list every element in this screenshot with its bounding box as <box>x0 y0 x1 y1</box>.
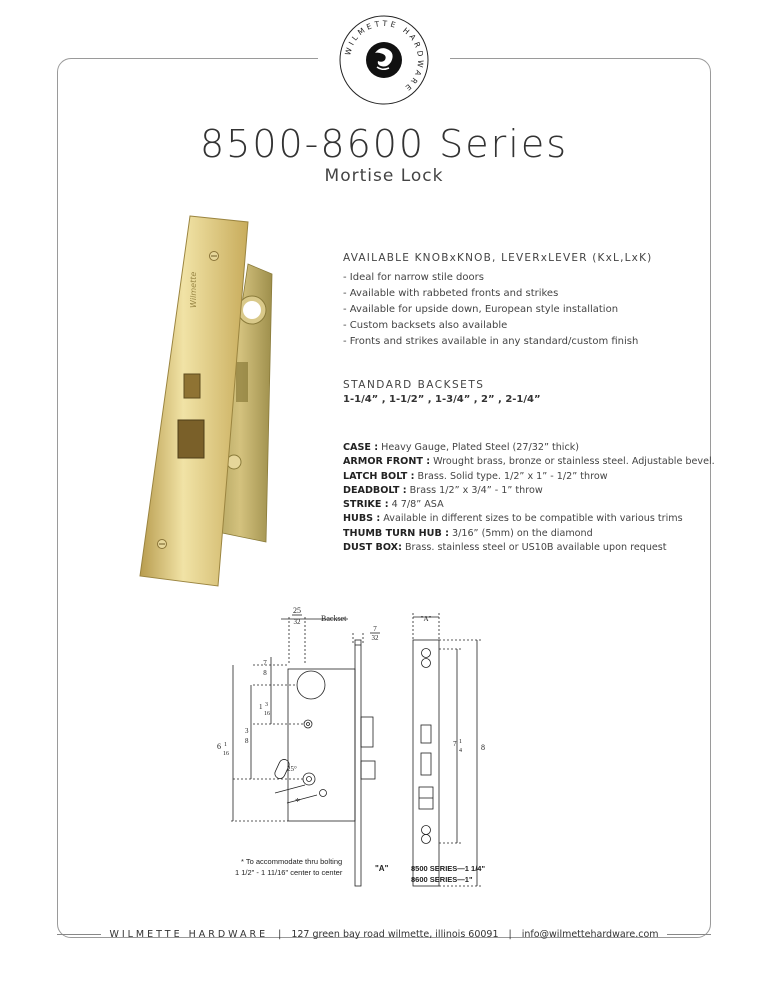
technical-drawing <box>213 603 543 893</box>
dim-7-1-4-whole: 7 <box>453 740 457 748</box>
specs-section <box>343 441 723 555</box>
footer-address: 127 green bay road wilmette, illinois 60091 <box>291 929 499 940</box>
series-8500: 8500 SERIES—1 1/4" <box>411 864 486 873</box>
backsets-section <box>343 379 723 405</box>
dim-7-1-4-den: 4 <box>459 748 462 754</box>
dim-7-8-den: 8 <box>263 669 267 677</box>
page-subtitle: Mortise Lock <box>324 166 444 186</box>
series-8600: 8600 SERIES—1" <box>411 875 473 884</box>
list-item: - Custom backsets also available <box>343 320 508 331</box>
spec-value: Heavy Gauge, Plated Steel (27/32” thick) <box>378 442 580 453</box>
note-line-1: * To accommodate thru bolting <box>241 857 343 866</box>
spec-value: 3/16” (5mm) on the diamond <box>448 527 593 539</box>
dim-1-3-16-num: 3 <box>265 702 268 708</box>
dim-1-3-16-den: 16 <box>264 711 270 717</box>
note-line-2: 1 1/2" - 1 11/16" center to center <box>235 868 343 877</box>
backset-label: Backset <box>321 614 347 623</box>
footer-separator: | <box>508 929 512 940</box>
dim-8: 8 <box>481 743 485 752</box>
spec-value: Brass. Solid type. 1/2” x 1” - 1/2” throw <box>414 470 608 482</box>
dim-7-num: 7 <box>373 625 377 633</box>
brand-logo <box>337 13 431 107</box>
spec-value: Brass. stainless steel or US10B available upon request <box>401 542 667 554</box>
logo-text: WILMETTE HARDWARE <box>343 18 426 95</box>
spec-value: Brass 1/2” x 3/4” - 1” throw <box>406 484 543 496</box>
spec-case <box>343 441 723 455</box>
svg-text:Wilmette: Wilmette <box>189 271 198 308</box>
spec-deadbolt <box>343 484 723 498</box>
spec-dust-box <box>343 541 723 555</box>
footer-email[interactable]: info@wilmettehardware.com <box>521 929 659 940</box>
dim-3-8-num: 3 <box>245 727 249 735</box>
dim-3-8-den: 8 <box>245 737 249 745</box>
dim-32-den: 32 <box>293 618 301 626</box>
dim-7-8-num: 7 <box>263 659 267 667</box>
dim-a-top: "A" <box>420 615 432 623</box>
list-item: - Ideal for narrow stile doors <box>343 272 484 283</box>
spec-thumb-turn-hub <box>343 527 723 541</box>
availability-heading: AVAILABLE KNOBxKNOB, LEVERxLEVER (KxL,LxK) <box>343 252 653 264</box>
spec-label: LATCH BOLT : <box>343 470 415 482</box>
list-item: - Available with rabbeted fronts and strikes <box>343 288 559 299</box>
list-item: - Fronts and strikes available in any standard/custom finish <box>343 336 639 347</box>
spec-label: DEADBOLT : <box>343 484 407 496</box>
spec-label: HUBS : <box>343 513 381 525</box>
dim-32-den-2: 32 <box>371 634 379 642</box>
spec-label: STRIKE : <box>343 499 389 511</box>
asterisk-label: * <box>295 797 300 808</box>
footer-rule-right <box>667 934 711 935</box>
lock-front-view <box>413 640 439 886</box>
footer <box>0 929 768 940</box>
spec-label: DUST BOX: <box>343 542 402 554</box>
spec-label: ARMOR FRONT : <box>343 456 431 468</box>
footer-brand: WILMETTE HARDWARE <box>109 929 269 940</box>
dim-6-num: 1 <box>224 742 227 748</box>
backsets-values: 1-1/4” , 1-1/2” , 1-3/4” , 2” , 2-1/4” <box>343 394 541 405</box>
list-item: - Available for upside down, European style installation <box>343 304 619 315</box>
dim-7-1-4-num: 1 <box>459 739 462 745</box>
footer-separator: | <box>278 929 282 940</box>
label-a: "A" <box>375 864 389 873</box>
spec-value: Wrought brass, bronze or stainless steel. Adjustable bevel. <box>430 456 715 468</box>
spec-label: CASE : <box>343 442 379 453</box>
spec-value: Available in different sizes to be compatible with various trims <box>380 513 683 525</box>
lock-front-plate <box>355 640 361 886</box>
page-title: 8500-8600 Series <box>199 122 569 166</box>
backsets-heading: STANDARD BACKSETS <box>343 379 485 391</box>
dim-6-den: 16 <box>223 751 229 757</box>
spec-strike <box>343 498 723 512</box>
mortise-lock-photo <box>138 212 278 592</box>
dim-25-num: 25 <box>293 606 301 615</box>
spec-label: THUMB TURN HUB : <box>343 527 449 539</box>
lion-crest-icon <box>366 42 402 78</box>
availability-section <box>343 252 723 350</box>
spec-armor-front <box>343 455 723 469</box>
footer-rule-left <box>57 934 101 935</box>
availability-list <box>343 270 723 350</box>
angle-label: 25° <box>287 765 297 773</box>
spec-value: 4 7/8” ASA <box>388 499 444 511</box>
spec-hubs <box>343 512 723 526</box>
dim-1-3-16-whole: 1 <box>259 703 263 711</box>
hub-hole <box>297 671 325 699</box>
dim-6-whole: 6 <box>217 742 221 751</box>
spec-latch-bolt <box>343 470 723 484</box>
